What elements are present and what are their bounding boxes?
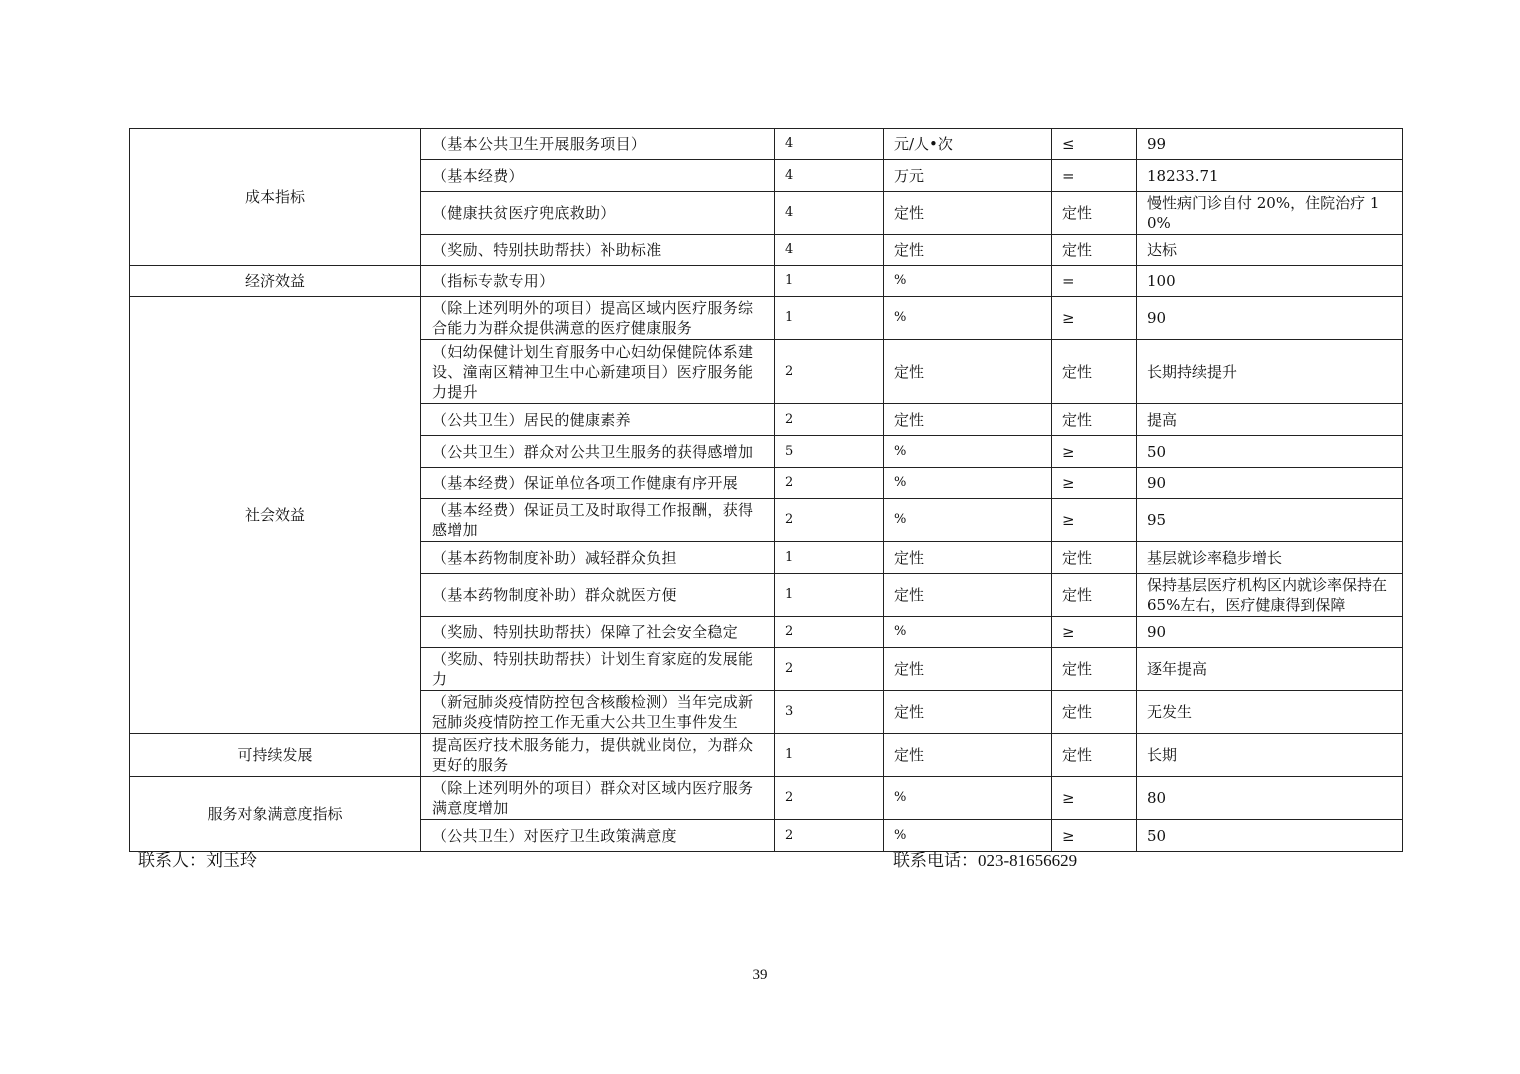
contact-person: 联系人：刘玉玲 [138, 851, 257, 870]
operator-cell: = [1052, 160, 1137, 192]
unit-cell: % [884, 436, 1052, 468]
indicator-cell: （基本药物制度补助）减轻群众负担 [421, 542, 775, 574]
unit-cell: % [884, 266, 1052, 297]
unit-cell: 定性 [884, 235, 1052, 266]
category-cell: 经济效益 [130, 266, 421, 297]
target-cell: 长期 [1137, 734, 1403, 777]
target-cell: 90 [1137, 297, 1403, 340]
target-cell: 100 [1137, 266, 1403, 297]
operator-cell: ≥ [1052, 820, 1137, 852]
indicator-cell: （公共卫生）居民的健康素养 [421, 404, 775, 436]
indicator-cell: （基本经费） [421, 160, 775, 192]
operator-cell: 定性 [1052, 235, 1137, 266]
target-cell: 18233.71 [1137, 160, 1403, 192]
table-row [130, 129, 1403, 160]
target-cell: 慢性病门诊自付 20%，住院治疗 10% [1137, 192, 1403, 235]
target-cell: 95 [1137, 499, 1403, 542]
category-cell: 可持续发展 [130, 734, 421, 777]
operator-cell: 定性 [1052, 192, 1137, 235]
operator-cell: 定性 [1052, 648, 1137, 691]
unit-cell: 元/人•次 [884, 129, 1052, 160]
performance-indicator-table [129, 128, 1403, 852]
category-cell: 成本指标 [130, 129, 421, 266]
unit-cell: % [884, 617, 1052, 648]
weight-cell: 4 [775, 192, 884, 235]
operator-cell: 定性 [1052, 542, 1137, 574]
target-cell: 90 [1137, 617, 1403, 648]
indicator-cell: 提高医疗技术服务能力，提供就业岗位，为群众更好的服务 [421, 734, 775, 777]
target-cell: 基层就诊率稳步增长 [1137, 542, 1403, 574]
indicator-cell: （公共卫生）对医疗卫生政策满意度 [421, 820, 775, 852]
unit-cell: % [884, 499, 1052, 542]
unit-cell: % [884, 297, 1052, 340]
indicator-cell: （健康扶贫医疗兜底救助） [421, 192, 775, 235]
weight-cell: 2 [775, 340, 884, 404]
target-cell: 80 [1137, 777, 1403, 820]
operator-cell: ≥ [1052, 499, 1137, 542]
unit-cell: 定性 [884, 404, 1052, 436]
operator-cell: ≤ [1052, 129, 1137, 160]
contact-phone: 联系电话：023-81656629 [893, 851, 1078, 870]
target-cell: 达标 [1137, 235, 1403, 266]
target-cell: 无发生 [1137, 691, 1403, 734]
weight-cell: 4 [775, 235, 884, 266]
weight-cell: 1 [775, 542, 884, 574]
weight-cell: 1 [775, 266, 884, 297]
operator-cell: ≥ [1052, 297, 1137, 340]
indicator-cell: （奖励、特别扶助帮扶）补助标准 [421, 235, 775, 266]
target-cell: 逐年提高 [1137, 648, 1403, 691]
target-cell: 50 [1137, 820, 1403, 852]
table-row [130, 266, 1403, 297]
weight-cell: 2 [775, 648, 884, 691]
weight-cell: 2 [775, 499, 884, 542]
indicator-cell: （基本药物制度补助）群众就医方便 [421, 574, 775, 617]
weight-cell: 2 [775, 777, 884, 820]
weight-cell: 2 [775, 404, 884, 436]
category-cell: 社会效益 [130, 297, 421, 734]
target-cell: 50 [1137, 436, 1403, 468]
target-cell: 保持基层医疗机构区内就诊率保持在 65%左右，医疗健康得到保障 [1137, 574, 1403, 617]
indicator-cell: （基本经费）保证单位各项工作健康有序开展 [421, 468, 775, 499]
unit-cell: % [884, 777, 1052, 820]
unit-cell: 万元 [884, 160, 1052, 192]
unit-cell: 定性 [884, 691, 1052, 734]
operator-cell: 定性 [1052, 734, 1137, 777]
operator-cell: 定性 [1052, 340, 1137, 404]
target-cell: 90 [1137, 468, 1403, 499]
operator-cell: 定性 [1052, 404, 1137, 436]
operator-cell: ≥ [1052, 777, 1137, 820]
page-number: 39 [752, 967, 768, 983]
table-row [130, 777, 1403, 820]
weight-cell: 2 [775, 468, 884, 499]
indicator-cell: （妇幼保健计划生育服务中心妇幼保健院体系建设、潼南区精神卫生中心新建项目）医疗服务能力提升 [421, 340, 775, 404]
unit-cell: 定性 [884, 648, 1052, 691]
weight-cell: 2 [775, 617, 884, 648]
indicator-cell: （新冠肺炎疫情防控包含核酸检测）当年完成新冠肺炎疫情防控工作无重大公共卫生事件发生 [421, 691, 775, 734]
weight-cell: 2 [775, 820, 884, 852]
target-cell: 提高 [1137, 404, 1403, 436]
weight-cell: 3 [775, 691, 884, 734]
operator-cell: 定性 [1052, 574, 1137, 617]
unit-cell: % [884, 820, 1052, 852]
operator-cell: = [1052, 266, 1137, 297]
indicator-cell: （基本公共卫生开展服务项目） [421, 129, 775, 160]
unit-cell: % [884, 468, 1052, 499]
unit-cell: 定性 [884, 542, 1052, 574]
weight-cell: 5 [775, 436, 884, 468]
unit-cell: 定性 [884, 340, 1052, 404]
indicator-cell: （公共卫生）群众对公共卫生服务的获得感增加 [421, 436, 775, 468]
unit-cell: 定性 [884, 734, 1052, 777]
target-cell: 99 [1137, 129, 1403, 160]
indicator-cell: （奖励、特别扶助帮扶）计划生育家庭的发展能力 [421, 648, 775, 691]
weight-cell: 1 [775, 297, 884, 340]
unit-cell: 定性 [884, 574, 1052, 617]
table-row [130, 734, 1403, 777]
indicator-cell: （基本经费）保证员工及时取得工作报酬，获得感增加 [421, 499, 775, 542]
table-row [130, 297, 1403, 340]
operator-cell: ≥ [1052, 436, 1137, 468]
indicator-cell: （除上述列明外的项目）群众对区域内医疗服务满意度增加 [421, 777, 775, 820]
operator-cell: 定性 [1052, 691, 1137, 734]
indicator-cell: （奖励、特别扶助帮扶）保障了社会安全稳定 [421, 617, 775, 648]
category-cell: 服务对象满意度指标 [130, 777, 421, 852]
operator-cell: ≥ [1052, 617, 1137, 648]
unit-cell: 定性 [884, 192, 1052, 235]
indicator-cell: （除上述列明外的项目）提高区域内医疗服务综合能力为群众提供满意的医疗健康服务 [421, 297, 775, 340]
weight-cell: 4 [775, 160, 884, 192]
table-body [130, 129, 1403, 852]
weight-cell: 1 [775, 734, 884, 777]
indicator-cell: （指标专款专用） [421, 266, 775, 297]
weight-cell: 1 [775, 574, 884, 617]
weight-cell: 4 [775, 129, 884, 160]
operator-cell: ≥ [1052, 468, 1137, 499]
target-cell: 长期持续提升 [1137, 340, 1403, 404]
